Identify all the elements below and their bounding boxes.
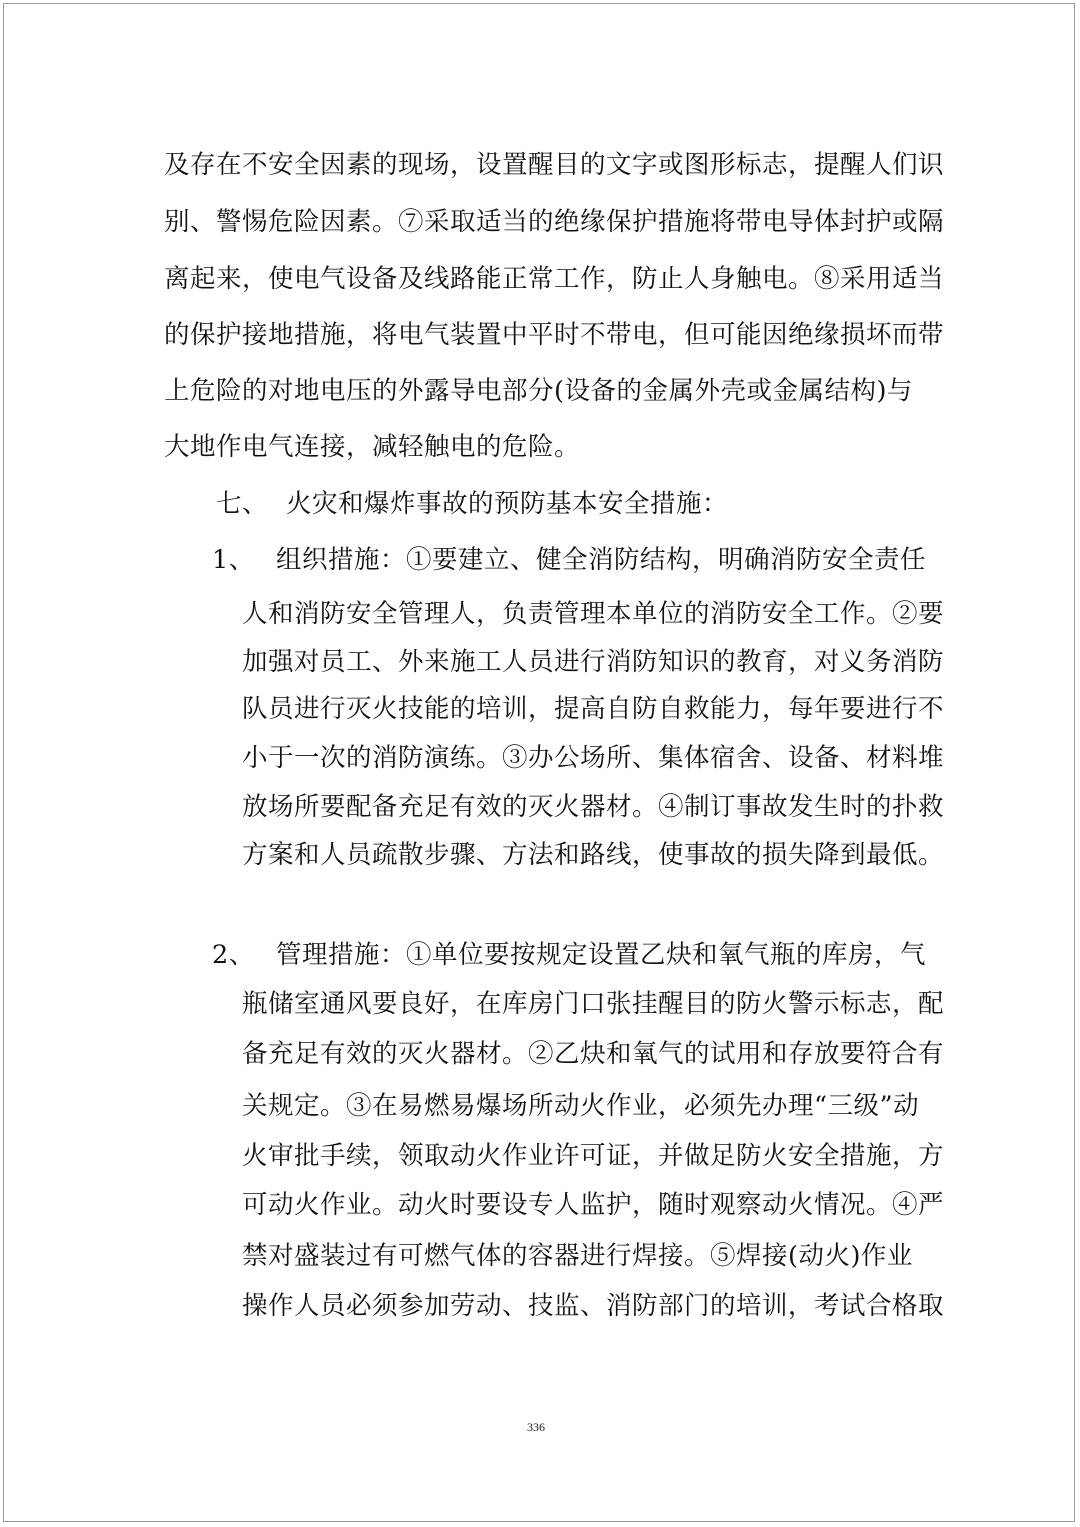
- intro-line: 离起来，使电气设备及线路能正常工作，防止人身触电。⑧采用适当: [164, 264, 945, 294]
- item-line: 放场所要配备充足有效的灭火器材。④制订事故发生时的扑救: [242, 792, 945, 822]
- intro-line: 别、警惕危险因素。⑦采取适当的绝缘保护措施将带电导体封护或隔: [164, 207, 945, 237]
- page-number: 336: [527, 1420, 545, 1434]
- section-number: 七、: [216, 489, 269, 519]
- item-line: 瓶储室通风要良好，在库房门口张挂醒目的防火警示标志，配: [242, 989, 945, 1019]
- item-line: 小于一次的消防演练。③办公场所、集体宿舍、设备、材料堆: [242, 743, 945, 773]
- item-line: 队员进行灭火技能的培训，提高自防自救能力，每年要进行不: [242, 694, 945, 724]
- item-line: 加强对员工、外来施工人员进行消防知识的教育，对义务消防: [242, 647, 945, 677]
- item-line: 禁对盛装过有可燃气体的容器进行焊接。⑤焊接(动火)作业: [242, 1241, 913, 1271]
- item-line: 备充足有效的灭火器材。②乙炔和氧气的试用和存放要符合有: [242, 1039, 945, 1069]
- section-heading: [216, 487, 728, 521]
- intro-line: 大地作电气连接，减轻触电的危险。: [164, 432, 581, 462]
- item-line: 操作人员必须参加劳动、技监、消防部门的培训，考试合格取: [242, 1291, 945, 1321]
- item-number: 1、: [212, 545, 255, 575]
- intro-line: 上危险的对地电压的外露导电部分(设备的金属外壳或金属结构)与: [164, 376, 913, 406]
- item-line: 方案和人员疏散步骤、方法和路线，使事故的损失降到最低。: [242, 840, 945, 870]
- section-title: 火灾和爆炸事故的预防基本安全措施：: [286, 489, 729, 519]
- item-first-line: 管理措施：①单位要按规定设置乙炔和氧气瓶的库房，气: [276, 940, 927, 970]
- item-line: 关规定。③在易燃易爆场所动火作业，必须先办理“三级”动: [242, 1091, 920, 1121]
- item-number: 2、: [212, 940, 255, 970]
- item-first-line: 组织措施：①要建立、健全消防结构，明确消防安全责任: [276, 545, 927, 575]
- item-line: 可动火作业。动火时要设专人监护，随时观察动火情况。④严: [242, 1190, 945, 1220]
- intro-line: 的保护接地措施，将电气装置中平时不带电，但可能因绝缘损坏而带: [164, 320, 945, 350]
- item-line: 人和消防安全管理人，负责管理本单位的消防安全工作。②要: [242, 599, 945, 629]
- intro-line: 及存在不安全因素的现场，设置醒目的文字或图形标志，提醒人们识: [164, 150, 945, 180]
- item-line: 火审批手续，领取动火作业许可证，并做足防火安全措施，方: [242, 1141, 945, 1171]
